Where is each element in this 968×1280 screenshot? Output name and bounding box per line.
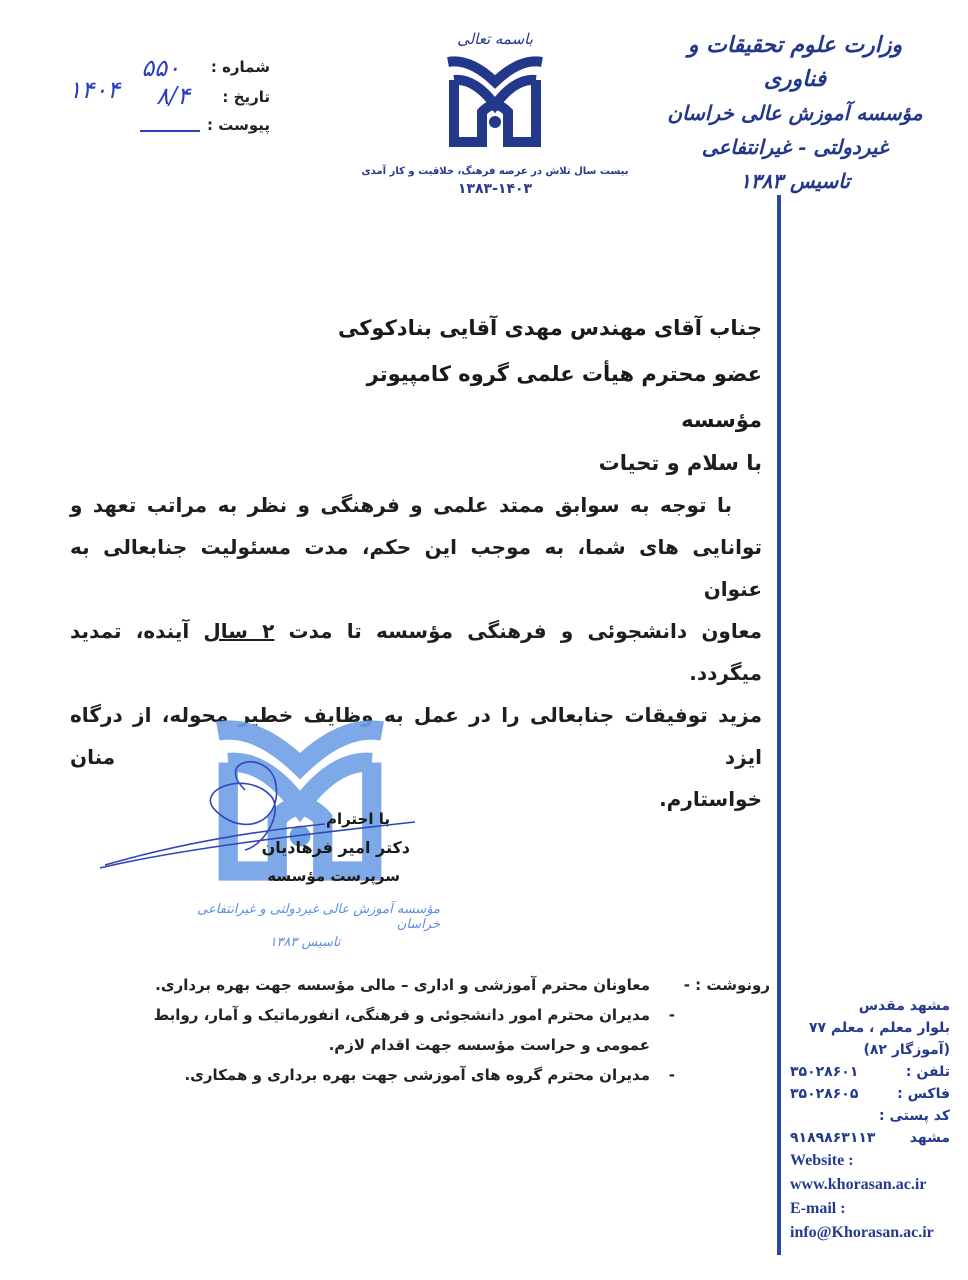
date-day-month: ۸/۴ — [156, 82, 190, 110]
recipient-name: جناب آقای مهندس مهدی آقایی بنادکوکی — [337, 316, 762, 340]
contact-postal — [790, 1127, 950, 1149]
body-line-5: خواستارم. — [659, 787, 762, 811]
ministry-name: وزارت علوم تحقیقات و فناوری — [687, 32, 903, 92]
cc-item-3: مدیران محترم گروه های آموزشی جهت بهره برداری و همکاری. — [184, 1066, 650, 1084]
contact-phone — [790, 1061, 950, 1083]
contact-address-2: (آموزگار ۸۲) — [863, 1042, 950, 1058]
postal-label: کد پستی : — [879, 1108, 950, 1124]
anniversary-years: ۱۳۸۳-۱۴۰۳ — [457, 181, 533, 197]
stamp-signature-block — [95, 710, 440, 970]
stamp-text: مؤسسه آموزش عالی غیردولتی و غیرانتفاعی خراسان — [197, 902, 440, 932]
greeting: با سلام و تحیات — [598, 451, 762, 475]
attachment-blank-line — [140, 130, 200, 132]
body-line-3-start: معاون دانشجوئی و فرهنگی مؤسسه تا مدت — [274, 619, 762, 643]
cc-item-1: معاونان محترم آموزشی و اداری – مالی مؤسسه جهت بهره برداری. — [155, 976, 650, 994]
number-value: ۵۵۰ — [141, 54, 180, 82]
founded-year: تاسیس ۱۳۸۳ — [740, 169, 850, 193]
stamp-founded: تاسیس ۱۳۸۳ — [269, 935, 341, 950]
body-line-3-end: آینده، تمدید میگردد. — [70, 619, 762, 685]
cc-dash-2: - — [668, 1006, 675, 1024]
ministry-header — [660, 28, 930, 198]
signer-name: دکتر امیر فرهادیان — [261, 838, 410, 857]
fax-value: ۳۵۰۲۸۶۰۵ — [790, 1086, 859, 1102]
attachment-label: پیوست : — [206, 116, 270, 134]
website-link[interactable]: www.khorasan.ac.ir — [790, 1176, 927, 1193]
contact-block — [790, 995, 950, 1245]
body-line-1: با توجه به سوابق ممتد علمی و فرهنگی و نظر به مراتب تعهد و — [70, 493, 732, 517]
recipient-position: عضو محترم هیأت علمی گروه کامپیوتر مؤسسه — [366, 362, 762, 432]
email-link[interactable]: info@Khorasan.ac.ir — [790, 1224, 934, 1241]
bismillah: باسمه تعالی — [457, 30, 533, 48]
recipient-block — [300, 305, 762, 443]
phone-label: تلفن : — [905, 1064, 950, 1080]
postal-city: مشهد — [909, 1130, 950, 1146]
date-label: تاریخ : — [222, 88, 270, 106]
institute-name: مؤسسه آموزش عالی خراسان — [667, 101, 923, 125]
email-label: E-mail : — [790, 1200, 846, 1217]
body-line-3 — [70, 610, 762, 694]
letter-meta — [30, 54, 270, 144]
signer-title: سرپرست مؤسسه — [267, 867, 400, 885]
postal-value: ۹۱۸۹۸۶۳۱۱۳ — [790, 1130, 876, 1146]
contact-address-1: بلوار معلم ، معلم ۷۷ — [808, 1020, 950, 1036]
slogan: بیست سال تلاش در عرصه فرهنگ، خلاقیت و کار آمدی — [361, 166, 629, 177]
cc-item-2: مدیران محترم امور دانشجوئی و فرهنگی، انفورماتیک و آمار، روابط — [153, 1006, 650, 1024]
body-line-4: مزید توفیقات جنابعالی را در عمل به وظایف خطیر محوله، از درگاه ایزد منان — [70, 703, 762, 769]
body-line-2: توانایی های شما، به موجب این حکم، مدت مسئولیت جنابعالی به عنوان — [70, 535, 762, 601]
phone-value: ۳۵۰۲۸۶۰۱ — [790, 1064, 859, 1080]
date-year: ۱۴۰۴ — [68, 76, 120, 104]
number-label: شماره : — [210, 58, 270, 76]
cc-item-2-cont: عمومی و حراست مؤسسه جهت اقدام لازم. — [328, 1036, 650, 1054]
contact-city: مشهد مقدس — [858, 998, 950, 1014]
fax-label: فاکس : — [897, 1086, 950, 1102]
institute-type: غیردولتی - غیرانتفاعی — [701, 135, 889, 159]
cc-dash-3: - — [668, 1066, 675, 1084]
website-label: Website : — [790, 1152, 854, 1169]
header-logo-block — [360, 30, 630, 197]
duration-underlined: ۲ سال — [203, 619, 275, 643]
closing: با احترام — [325, 810, 390, 828]
khorasan-institute-logo-icon — [440, 50, 550, 150]
signature-text — [195, 805, 410, 889]
cc-section — [140, 970, 770, 1090]
cc-label: رونوشت : - — [683, 976, 770, 994]
vertical-divider — [777, 195, 781, 1255]
contact-fax — [790, 1083, 950, 1105]
